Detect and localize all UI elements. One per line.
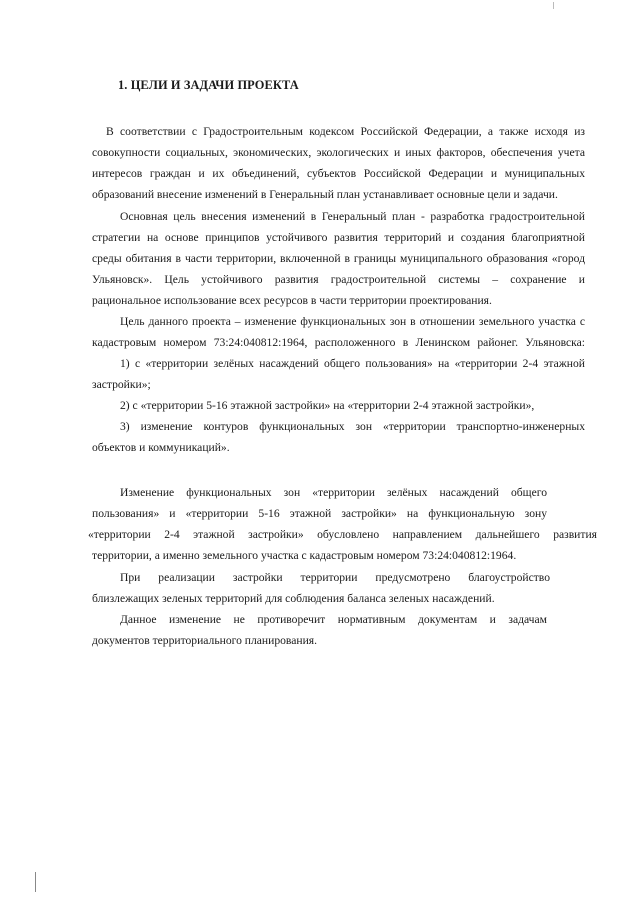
paragraph-line: Ульяновск». Цель устойчивого развития градостроительной системы – сохранение и [92,273,585,286]
section-heading: 1. ЦЕЛИ И ЗАДАЧИ ПРОЕКТА [118,78,299,92]
scan-mark [553,2,554,9]
paragraph-line: документов территориального планирования. [92,634,318,647]
paragraph-line: Данное изменение не противоречит нормативным документам и задачам [120,613,547,626]
paragraph-line: Основная цель внесения изменений в Генеральный план - разработка градостроительной [120,210,585,223]
paragraph-line: «территории 2-4 этажной застройки» обусловлено направлением дальнейшего развития [88,528,597,541]
paragraph-line: образований внесение изменений в Генеральный план устанавливает основные цели и задачи. [92,188,558,201]
paragraph-line: совокупности социальных, экономических, экологических и иных факторов, обеспечения учета [92,146,585,159]
paragraph-line: В соответствии с Градостроительным кодексом Российской Федерации, а также исходя из [106,125,585,138]
paragraph-line: интересов граждан и их объединений, субъектов Российской Федерации и муниципальных [92,167,585,180]
paragraph-line: близлежащих зеленых территорий для соблюдения баланса зеленых насаждений. [92,592,495,605]
list-item-continuation: объектов и коммуникаций». [92,441,230,454]
paragraph-line: При реализации застройки территории предусмотрено благоустройство [120,571,550,584]
list-item: 1) с «территории зелёных насаждений общего пользования» на «территории 2-4 этажной [120,357,585,370]
paragraph-line: Изменение функциональных зон «территории зелёных насаждений общего [120,486,547,499]
paragraph-line: кадастровым номером 73:24:040812:1964, расположенного в Ленинском районег. Ульяновска: [92,336,585,349]
list-item: 3) изменение контуров функциональных зон «территории транспортно-инженерных [120,420,585,433]
paragraph-line: Цель данного проекта – изменение функциональных зон в отношении земельного участка с [120,315,585,328]
paragraph-line: территории, а именно земельного участка с кадастровым номером 73:24:040812:1964. [92,549,517,562]
list-item: 2) с «территории 5-16 этажной застройки» на «территории 2-4 этажной застройки», [120,399,535,412]
paragraph-line: рациональное использование всех ресурсов в части территории проектирования. [92,294,492,307]
scan-edge-mark [35,872,36,892]
paragraph-line: пользования» и «территории 5-16 этажной застройки» на функциональную зону [92,507,547,520]
paragraph-line: среды обитания в части территории, включенной в границы муниципального образования «город [92,252,585,265]
paragraph-line: стратегии на основе принципов устойчивого развития территорий и создания благоприятной [92,231,585,244]
list-item-continuation: застройки»; [92,378,151,391]
